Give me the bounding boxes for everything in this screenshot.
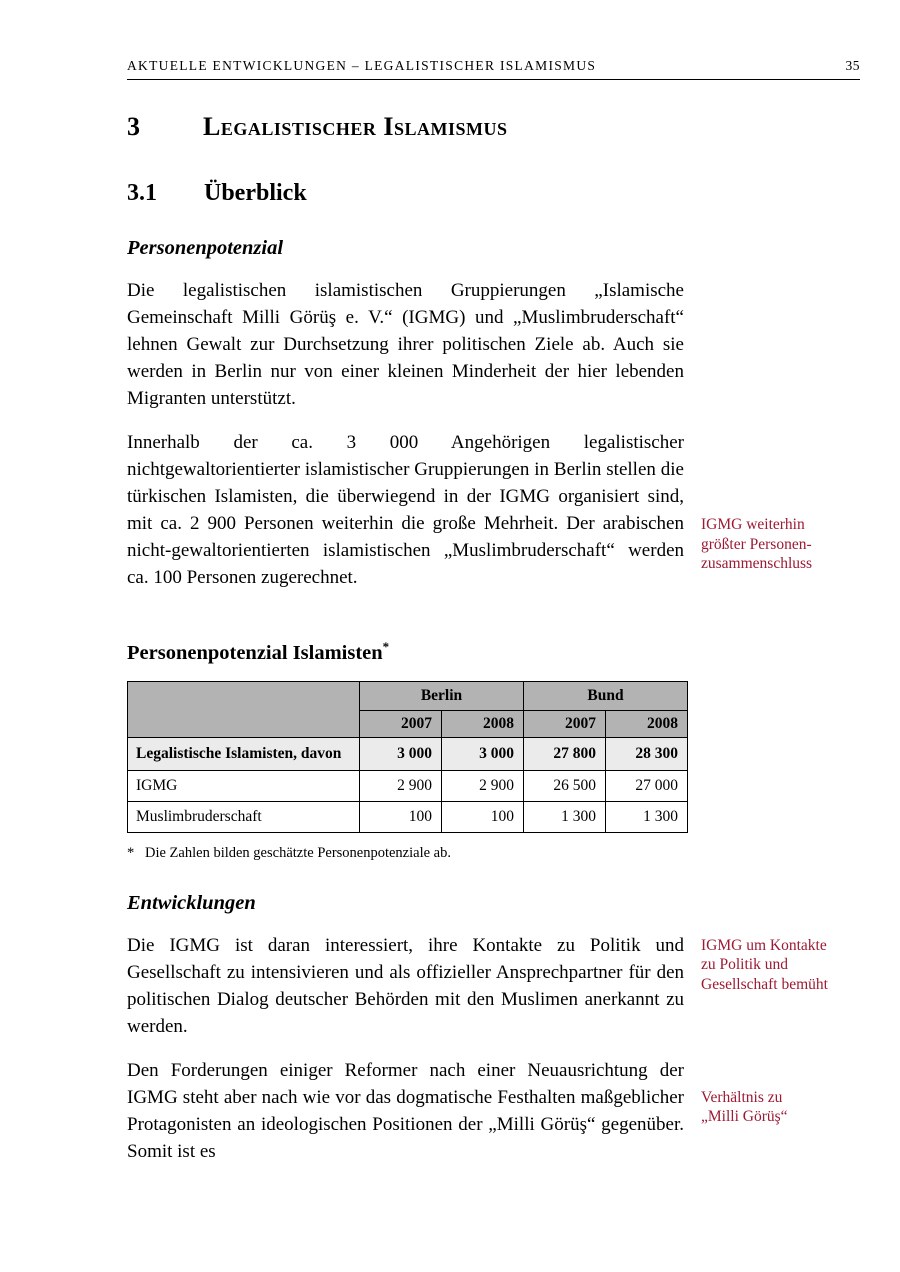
running-header-title: AKTUELLE ENTWICKLUNGEN – LEGALISTISCHER ISLAMISMUS <box>127 58 597 73</box>
year-header-bund-2007: 2007 <box>524 710 606 737</box>
table-title-footnote-marker: * <box>382 639 390 654</box>
row-label: Legalistische Islamisten, davon <box>128 737 360 770</box>
cell-value: 2 900 <box>442 770 524 801</box>
subsection-number: 3.1 <box>127 180 157 206</box>
paragraph-block-2 <box>127 429 860 591</box>
table-footnote <box>127 845 860 862</box>
margin-note-verhaeltnis-milli-goerues: Verhältnis zu „Milli Görüş“ <box>701 1088 788 1126</box>
personenpotenzial-table <box>127 681 688 833</box>
page-content <box>127 58 860 1165</box>
footnote-text: Die Zahlen bilden geschätzte Personenpotenziale ab. <box>145 844 451 861</box>
paragraph-2: Innerhalb der ca. 3 000 Angehörigen legalistischer nichtgewaltorientierter islamistischer Gruppierungen in Berlin stellen die türkischen Islamisten, die überwiegend in der IGMG organisiert sind, mit ca. 2 900 Personen weiterhin die große Mehrheit. Der arabischen nicht-gewaltorientierten islamistischen „Muslimbruderschaft“ werden ca. 100 Personen zugerechnet. <box>127 432 684 588</box>
margin-note-igmg-kontakte: IGMG um Kontakte zu Politik und Gesellschaft bemüht <box>701 936 828 993</box>
subsection-heading <box>127 180 860 207</box>
cell-value: 3 000 <box>360 737 442 770</box>
row-label: Muslimbruderschaft <box>128 801 360 832</box>
table-group-berlin: Berlin <box>360 681 524 710</box>
table-title: Personenpotenzial Islamisten* <box>127 639 390 664</box>
table-row-igmg <box>128 770 688 801</box>
table-group-bund: Bund <box>524 681 688 710</box>
cell-value: 1 300 <box>524 801 606 832</box>
table-group-header-row <box>128 681 688 710</box>
table-row-legalistische-islamisten <box>128 737 688 770</box>
year-header-berlin-2008: 2008 <box>442 710 524 737</box>
running-header <box>127 58 860 80</box>
cell-value: 26 500 <box>524 770 606 801</box>
paragraph-4: Den Forderungen einiger Reformer nach einer Neuausrichtung der IGMG steht aber nach wie vor das dogmatische Festhalten maßgeblicher Protagonisten an ideologischen Positionen der „Milli Görüş“ gegenüber. Somit ist es <box>127 1059 684 1162</box>
heading-entwicklungen: Entwicklungen <box>127 891 256 914</box>
cell-value: 2 900 <box>360 770 442 801</box>
cell-value: 27 000 <box>606 770 688 801</box>
year-header-bund-2008: 2008 <box>606 710 688 737</box>
paragraph-block-3 <box>127 932 860 1040</box>
paragraph-1: Die legalistischen islamistischen Gruppierungen „Islamische Gemeinschaft Milli Görüş e. V.“ (IGMG) und „Muslimbruderschaft“ lehnen Gewalt zur Durchsetzung ihrer politischen Ziele ab. Auch sie werden in Berlin nur von einer kleinen Minderheit der hier lebenden Migranten unterstützt. <box>127 280 684 409</box>
cell-value: 28 300 <box>606 737 688 770</box>
row-label: IGMG <box>128 770 360 801</box>
subsection-title: Überblick <box>204 180 307 206</box>
heading-personenpotenzial: Personenpotenzial <box>127 237 284 259</box>
paragraph-3: Die IGMG ist daran interessiert, ihre Kontakte zu Politik und Gesellschaft zu intensivieren und als offizieller Ansprechpartner für den politischen Dialog deutscher Behörden mit den Muslimen anerkannt zu werden. <box>127 934 684 1037</box>
footnote-marker: * <box>127 844 135 861</box>
paragraph-block-1 <box>127 277 860 412</box>
section-number: 3 <box>127 112 140 141</box>
cell-value: 3 000 <box>442 737 524 770</box>
section-heading <box>127 112 860 142</box>
cell-value: 100 <box>442 801 524 832</box>
margin-note-igmg-personenzusammenschluss: IGMG weiterhin größter Personen- zusammenschluss <box>701 516 813 572</box>
cell-value: 27 800 <box>524 737 606 770</box>
cell-value: 1 300 <box>606 801 688 832</box>
paragraph-block-4 <box>127 1057 860 1165</box>
table-corner-cell <box>128 681 360 737</box>
cell-value: 100 <box>360 801 442 832</box>
page-number: 35 <box>845 58 860 73</box>
year-header-berlin-2007: 2007 <box>360 710 442 737</box>
table-row-muslimbruderschaft <box>128 801 688 832</box>
section-title: Legalistischer Islamismus <box>203 112 508 141</box>
